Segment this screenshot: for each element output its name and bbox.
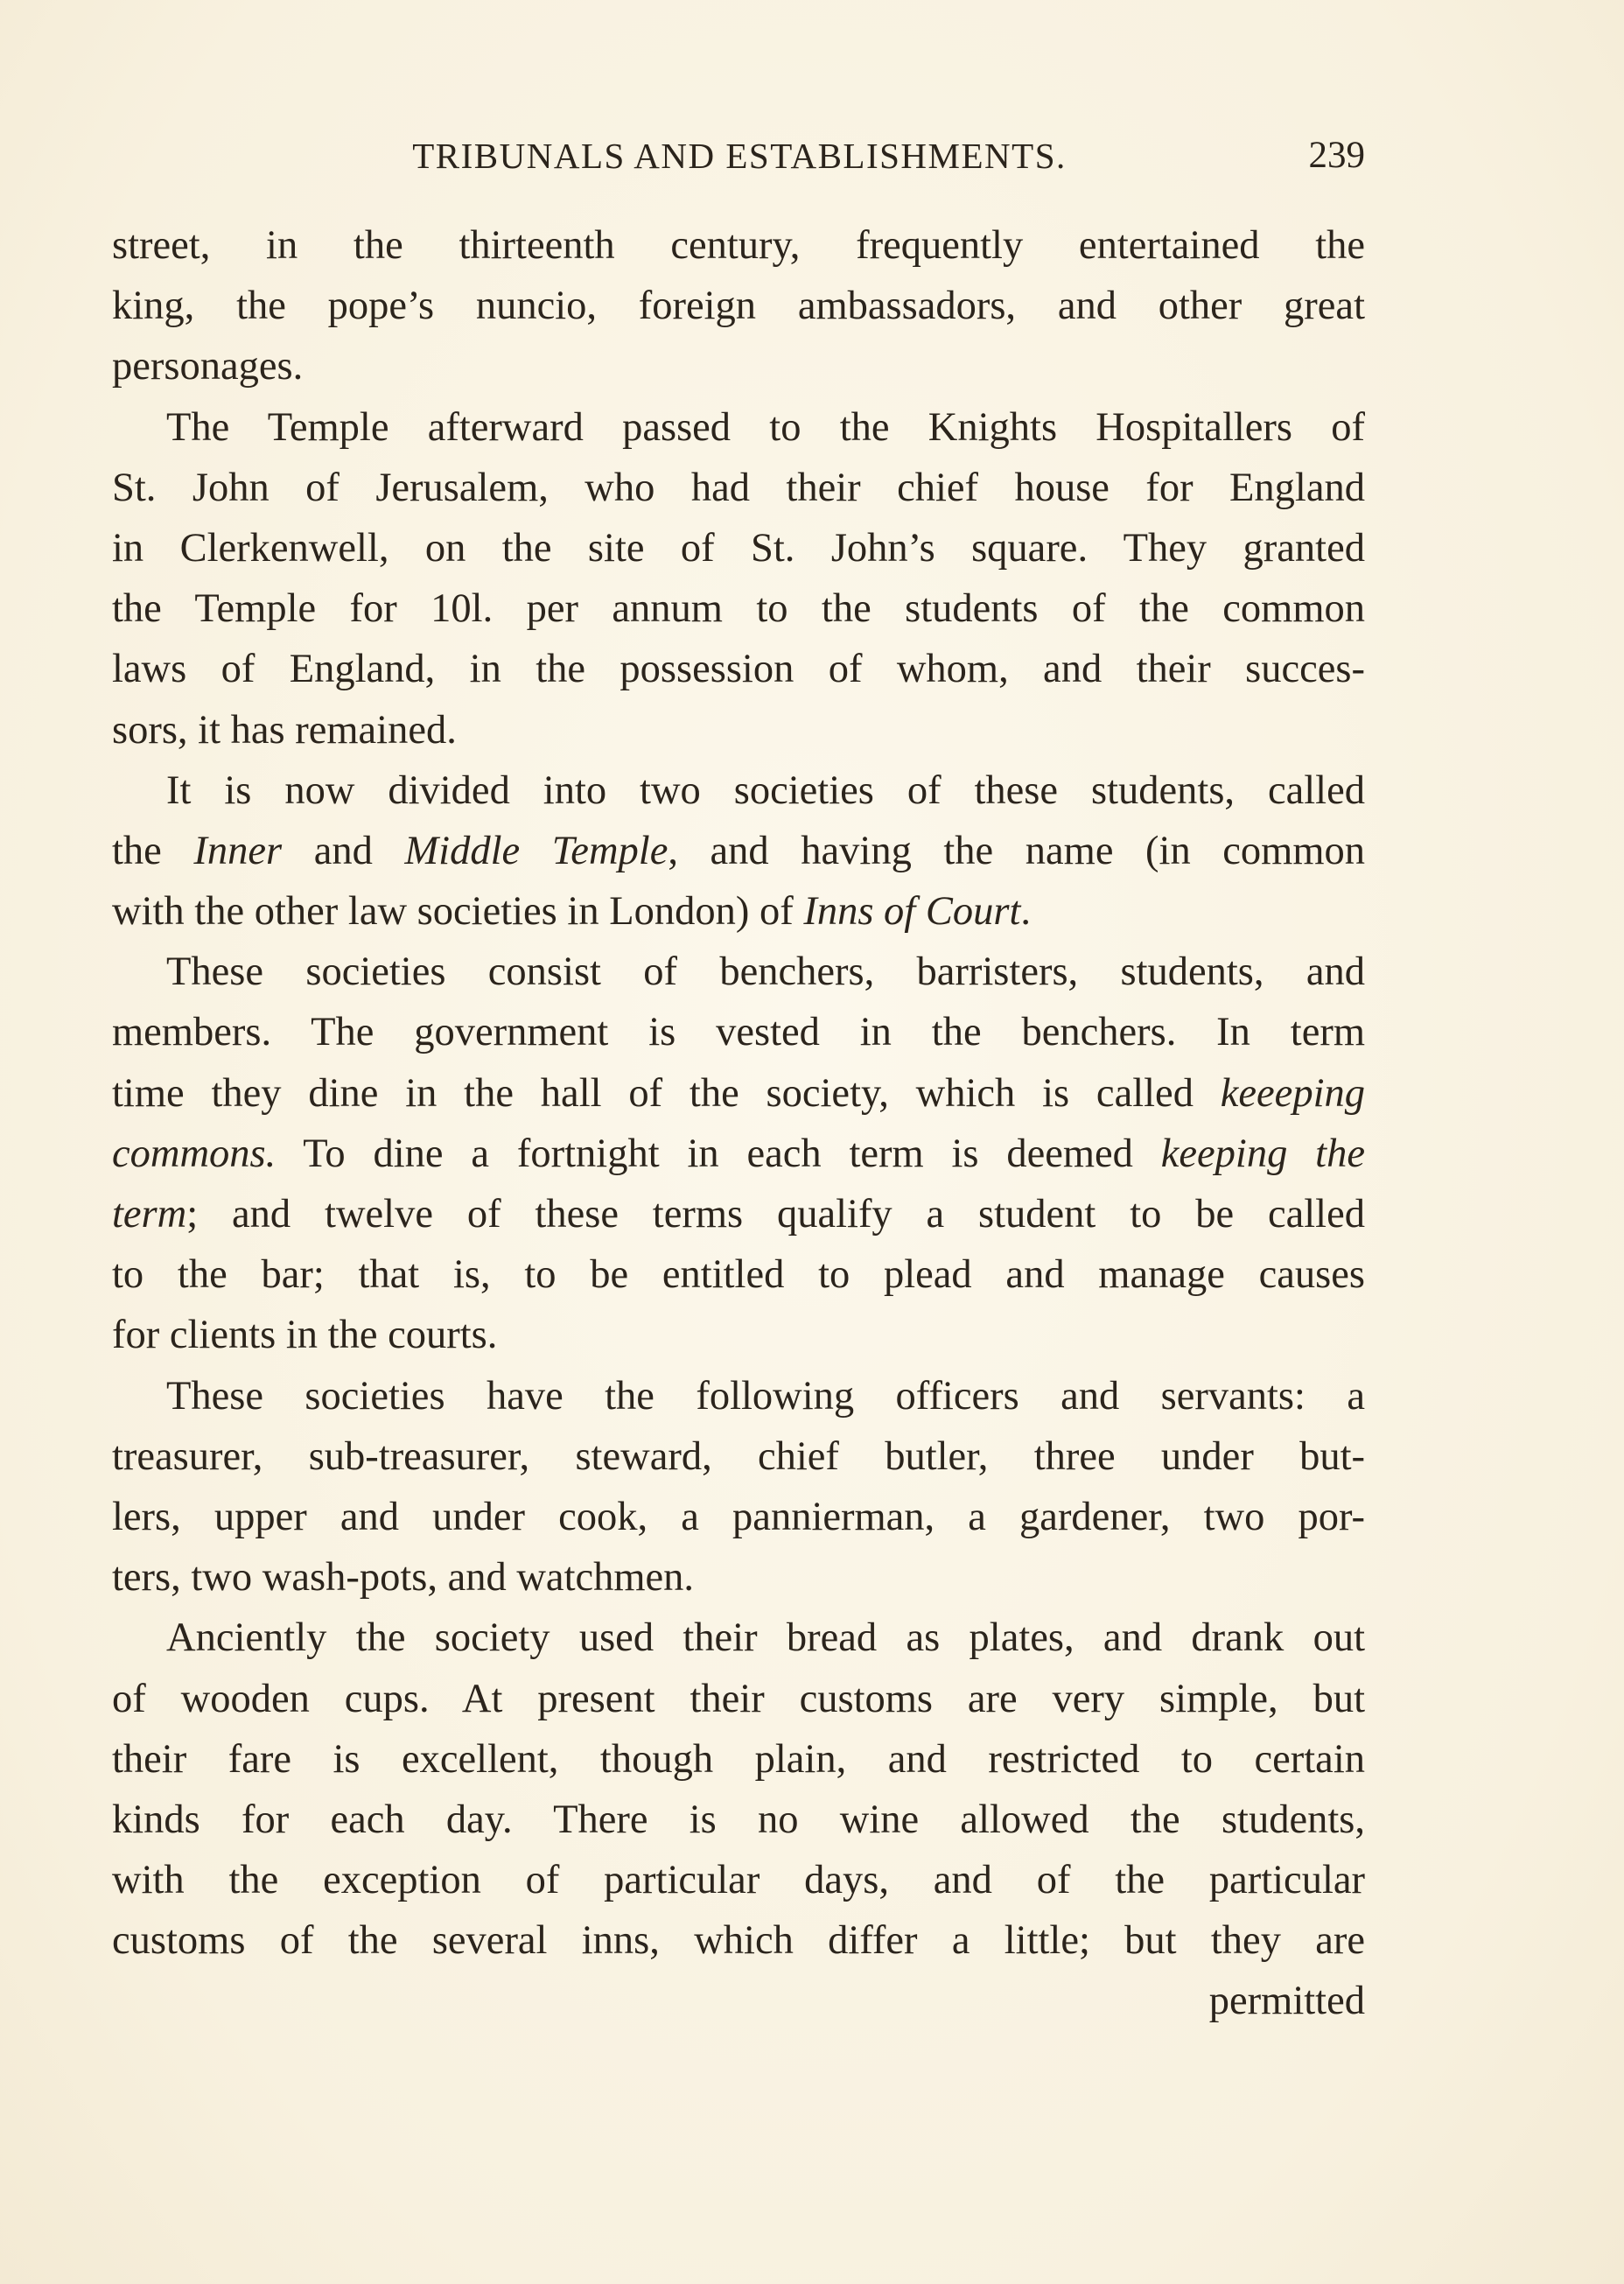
running-head (114, 130, 1365, 182)
italic-text: commons. (112, 1131, 276, 1176)
italic-text: term (112, 1192, 187, 1237)
italic-text: Inns of Court (803, 889, 1021, 935)
text-line: members. The government is vested in the benchers. In term (112, 1010, 1365, 1055)
text-span: time they dine in the hall of the society, which is called (112, 1070, 1221, 1116)
text-line (112, 1184, 1365, 1244)
text-line: These societies have the following officers and servants: a (166, 1373, 1365, 1419)
text-line: ters, two wash-pots, and watchmen. (112, 1555, 695, 1601)
text-line: customs of the several inns, which differ a little; but they are (112, 1918, 1365, 1964)
text-line: to the bar; that is, to be entitled to plead and manage causes (112, 1252, 1365, 1298)
text-span: , and having the name (in common (668, 828, 1366, 873)
text-span: To dine a fortnight in each term is deemed (276, 1131, 1161, 1176)
text-line: lers, upper and under cook, a pannierman, a gardener, two por- (112, 1494, 1365, 1539)
text-line (112, 1124, 1365, 1184)
italic-text: keeping the (1160, 1131, 1365, 1176)
text-line: street, in the thirteenth century, frequently entertained the (112, 223, 1365, 268)
text-line: with the exception of particular days, and of the particular (112, 1858, 1365, 1903)
text-line: the Temple for 10l. per annum to the students of the common (112, 586, 1365, 632)
text-span: ; and twelve of these terms qualify a student to be called (186, 1192, 1365, 1237)
text-line: St. John of Jerusalem, who had their chief house for England (112, 465, 1365, 510)
text-span: . (1020, 889, 1031, 935)
italic-text: keeeping (1220, 1070, 1365, 1116)
text-line: personages. (112, 344, 304, 389)
text-line: in Clerkenwell, on the site of St. John’s square. They granted (112, 525, 1365, 571)
running-title: TRIBUNALS AND ESTABLISHMENTS. (412, 136, 1067, 176)
text-span: with the other law societies in London) of (112, 889, 804, 935)
page-number: 239 (1308, 135, 1365, 176)
text-line: laws of England, in the possession of whom, and their succes- (112, 647, 1365, 692)
body-text (112, 215, 1365, 2032)
text-line (112, 881, 1365, 942)
text-line: their fare is excellent, though plain, and restricted to certain (112, 1736, 1365, 1782)
text-span: and (282, 828, 405, 873)
text-line (112, 821, 1365, 881)
italic-text: Middle Temple (404, 828, 668, 873)
text-line: These societies consist of benchers, barristers, students, and (166, 949, 1365, 995)
text-line: sors, it has remained. (112, 707, 457, 753)
text-line: kinds for each day. There is no wine allowed the students, (112, 1797, 1365, 1842)
text-line: for clients in the courts. (112, 1313, 498, 1358)
text-line: treasurer, sub-treasurer, steward, chief butler, three under but- (112, 1433, 1365, 1479)
text-line (112, 1063, 1365, 1124)
text-line: king, the pope’s nuncio, foreign ambassadors, and other great (112, 284, 1365, 329)
text-line: Anciently the society used their bread as plates, and drank out (166, 1615, 1365, 1661)
text-span: the (112, 828, 194, 873)
text-line: The Temple afterward passed to the Knights Hospitallers of (166, 404, 1365, 450)
text-line: of wooden cups. At present their customs are very simple, but (112, 1676, 1365, 1721)
italic-text: Inner (193, 828, 283, 873)
catchword: permitted (1208, 1979, 1365, 2024)
text-line: It is now divided into two societies of these students, called (166, 767, 1365, 813)
